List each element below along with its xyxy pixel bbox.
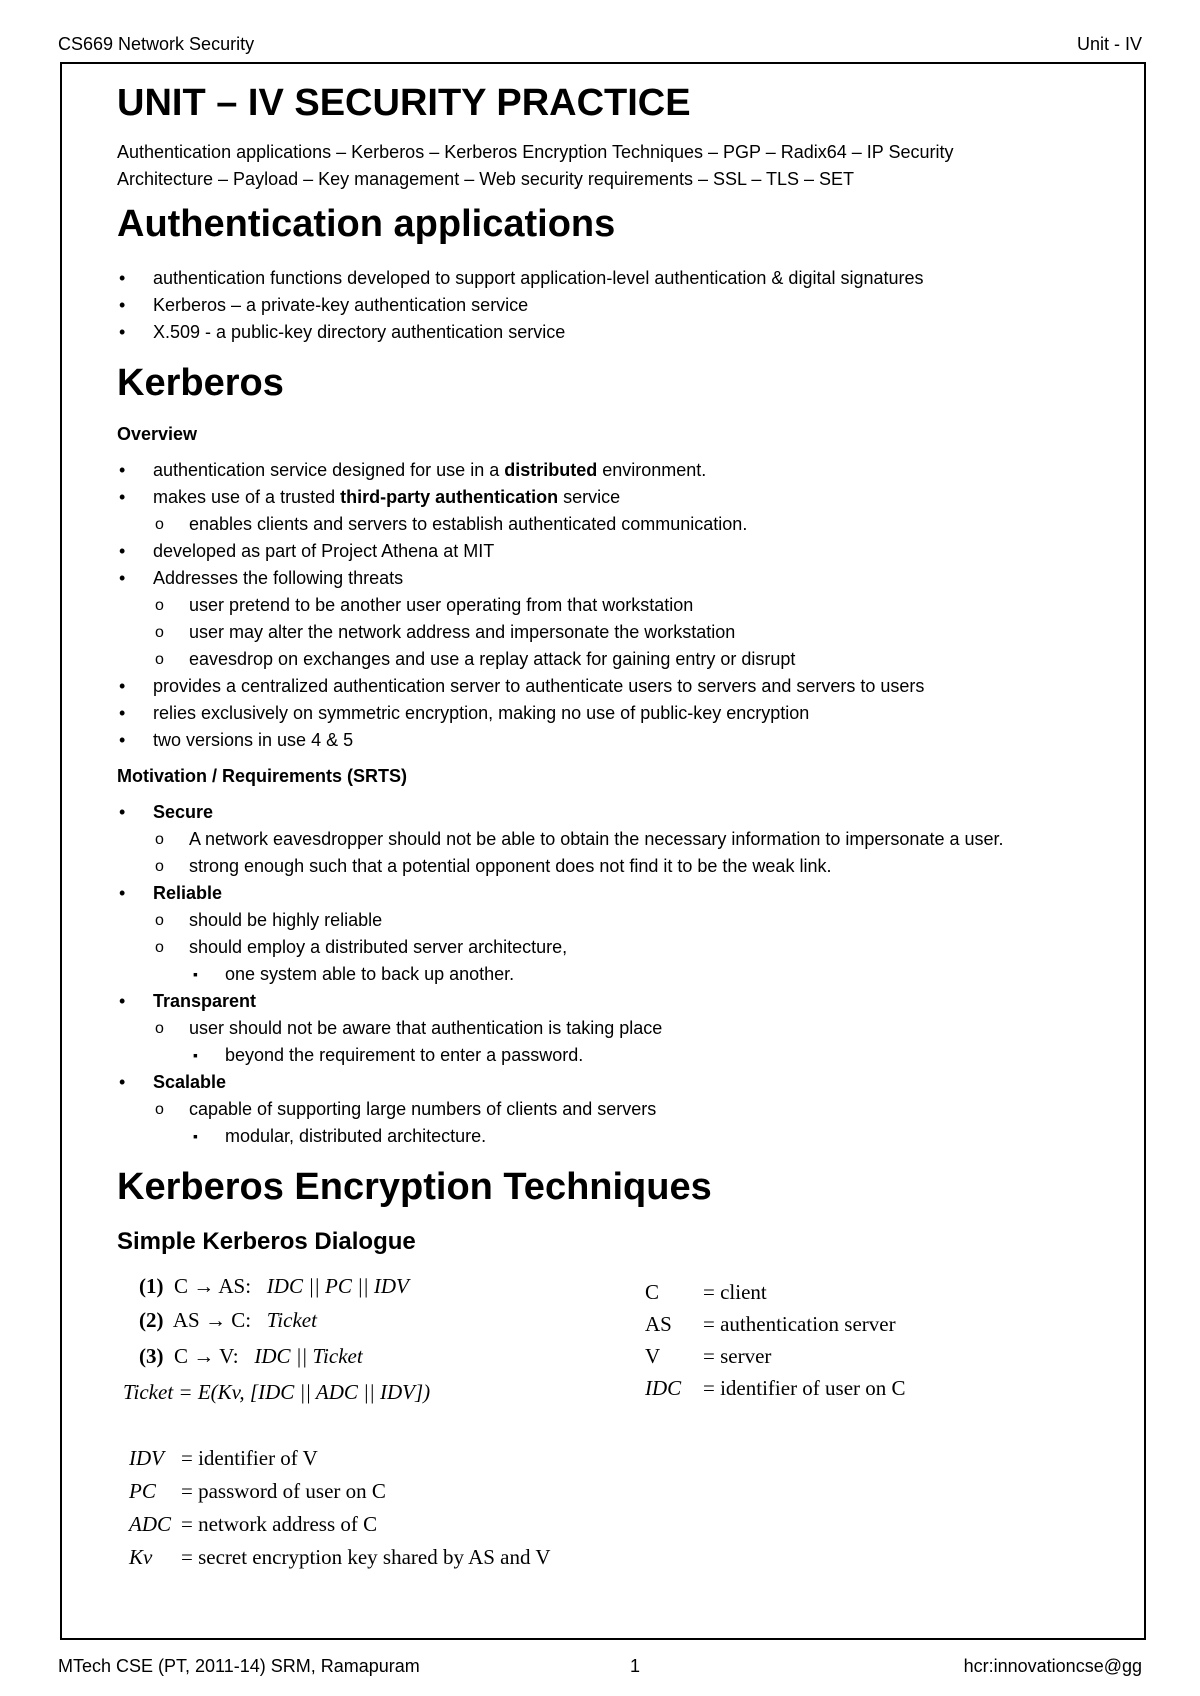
legend-def: = client [703, 1280, 767, 1304]
list-item: • two versions in use 4 & 5 [117, 727, 1137, 754]
legend-pc [129, 1479, 386, 1504]
step-msg: Ticket [266, 1308, 317, 1332]
list-item [117, 484, 1137, 538]
step-2 [139, 1308, 317, 1333]
requirements-list [117, 799, 1137, 1150]
sub-sub-list-item: ▪ beyond the requirement to enter a password. [189, 1042, 1137, 1069]
legend-sym: V [645, 1344, 661, 1368]
list-item [117, 880, 1137, 988]
legend-server [645, 1344, 771, 1369]
intro-line-2: Architecture – Payload – Key management – Web security requirements – SSL – TLS – SET [117, 169, 855, 189]
sub-list-item [153, 934, 1137, 988]
text: service [558, 487, 621, 507]
legend-kv [129, 1545, 551, 1570]
page-title: UNIT – IV SECURITY PRACTICE [117, 82, 691, 124]
overview-list [117, 457, 1137, 754]
page-number: 1 [630, 1656, 641, 1676]
sub-list-item: o user may alter the network address and impersonate the workstation [153, 619, 1137, 646]
motivation-label: Motivation / Requirements (SRTS) [117, 766, 408, 786]
page-content [117, 82, 1137, 1604]
formula-text: Ticket = E(Kv, [IDC || ADC || IDV]) [123, 1380, 431, 1404]
bold-text: distributed [504, 460, 598, 480]
step-flow: AS → C: [172, 1308, 252, 1332]
intro-line-1: Authentication applications – Kerberos – Kerberos Encryption Techniques – PGP – Radix64 – IP Security [117, 142, 954, 162]
step-flow: C → AS: [174, 1274, 252, 1298]
legend-client [645, 1280, 767, 1305]
list-item: • authentication functions developed to support application-level authentication & digital signatures [117, 265, 1137, 292]
sub-sub-list-item: ▪ one system able to back up another. [189, 961, 1137, 988]
step-num: (2) [139, 1308, 164, 1332]
text: environment. [597, 460, 707, 480]
sub-sub-list-item: ▪ modular, distributed architecture. [189, 1123, 1137, 1150]
sub-list [153, 826, 1137, 880]
list-item: • relies exclusively on symmetric encryption, making no use of public-key encryption [117, 700, 1137, 727]
text: user should not be aware that authentication is taking place [189, 1018, 663, 1038]
legend-adc [129, 1512, 377, 1537]
req-scalable: Scalable [153, 1072, 227, 1092]
legend-def: = identifier of V [181, 1446, 318, 1470]
text: capable of supporting large numbers of clients and servers [189, 1099, 657, 1119]
sub-list-item [153, 1015, 1137, 1069]
sub-sub-list [189, 961, 1137, 988]
req-secure: Secure [153, 802, 214, 822]
legend-idc [645, 1376, 906, 1401]
legend-def: = server [703, 1344, 772, 1368]
list-item: • X.509 - a public-key directory authentication service [117, 319, 1137, 346]
legend-def: = identifier of user on C [703, 1376, 906, 1400]
legend-sym: Kv [129, 1545, 153, 1569]
list-item: • provides a centralized authentication server to authenticate users to servers and servers to users [117, 673, 1137, 700]
list-item [117, 799, 1137, 880]
sub-list [153, 511, 1137, 538]
legend-sym: AS [645, 1312, 672, 1336]
sub-list-item: o enables clients and servers to establish authenticated communication. [153, 511, 1137, 538]
overview-label: Overview [117, 424, 198, 444]
ticket-formula [123, 1380, 430, 1405]
footer-course: MTech CSE (PT, 2011-14) SRM, Ramapuram [58, 1656, 420, 1676]
footer-author: hcr:innovationcse@gg [963, 1656, 1142, 1676]
legend-def: = secret encryption key shared by AS and V [181, 1545, 551, 1569]
threats-list [153, 592, 1137, 673]
text: makes use of a trusted [153, 487, 341, 507]
legend-as [645, 1312, 896, 1337]
sub-list-item: o strong enough such that a potential opponent does not find it to be the weak link. [153, 853, 1137, 880]
legend-sym: ADC [129, 1512, 171, 1536]
sub-list [153, 907, 1137, 988]
legend-def: = authentication server [703, 1312, 896, 1336]
legend-def: = password of user on C [181, 1479, 386, 1503]
legend-sym: C [645, 1280, 660, 1304]
list-item [117, 457, 1137, 484]
list-item: • developed as part of Project Athena at MIT [117, 538, 1137, 565]
heading-simple-dialogue: Simple Kerberos Dialogue [117, 1228, 416, 1255]
sub-list-item: o A network eavesdropper should not be able to obtain the necessary information to impersonate a user. [153, 826, 1137, 853]
intro-text [117, 139, 1137, 193]
step-num: (3) [139, 1344, 164, 1368]
sub-list [153, 1015, 1137, 1069]
auth-apps-list [117, 265, 1137, 346]
text: should employ a distributed server architecture, [189, 937, 568, 957]
text: Addresses the following threats [153, 568, 404, 588]
legend-sym: PC [129, 1479, 156, 1503]
sub-sub-list [189, 1123, 1137, 1150]
sub-sub-list [189, 1042, 1137, 1069]
sub-list-item [153, 1096, 1137, 1150]
header-unit: Unit - IV [1076, 34, 1142, 54]
list-item [117, 988, 1137, 1069]
sub-list [153, 1096, 1137, 1150]
heading-kerberos-encryption: Kerberos Encryption Techniques [117, 1166, 712, 1208]
step-msg: IDC || PC || IDV [266, 1274, 409, 1298]
list-item [117, 565, 1137, 673]
step-num: (1) [139, 1274, 164, 1298]
header-course: CS669 Network Security [58, 34, 255, 54]
sub-list-item: o should be highly reliable [153, 907, 1137, 934]
list-item: • Kerberos – a private-key authentication service [117, 292, 1137, 319]
kerberos-dialogue-figure [117, 1274, 1137, 1604]
step-3 [139, 1344, 363, 1369]
step-1 [139, 1274, 409, 1299]
heading-kerberos: Kerberos [117, 362, 284, 404]
legend-sym: IDC [645, 1376, 682, 1400]
sub-list-item: o user pretend to be another user operating from that workstation [153, 592, 1137, 619]
text: authentication service designed for use in a [153, 460, 505, 480]
legend-def: = network address of C [181, 1512, 378, 1536]
legend-idv [129, 1446, 318, 1471]
legend-sym: IDV [129, 1446, 164, 1470]
req-transparent: Transparent [153, 991, 257, 1011]
step-flow: C → V: [174, 1344, 239, 1368]
list-item [117, 1069, 1137, 1150]
step-msg: IDC || Ticket [254, 1344, 363, 1368]
heading-auth-apps: Authentication applications [117, 203, 616, 245]
bold-text: third-party authentication [340, 487, 559, 507]
req-reliable: Reliable [153, 883, 223, 903]
sub-list-item: o eavesdrop on exchanges and use a replay attack for gaining entry or disrupt [153, 646, 1137, 673]
